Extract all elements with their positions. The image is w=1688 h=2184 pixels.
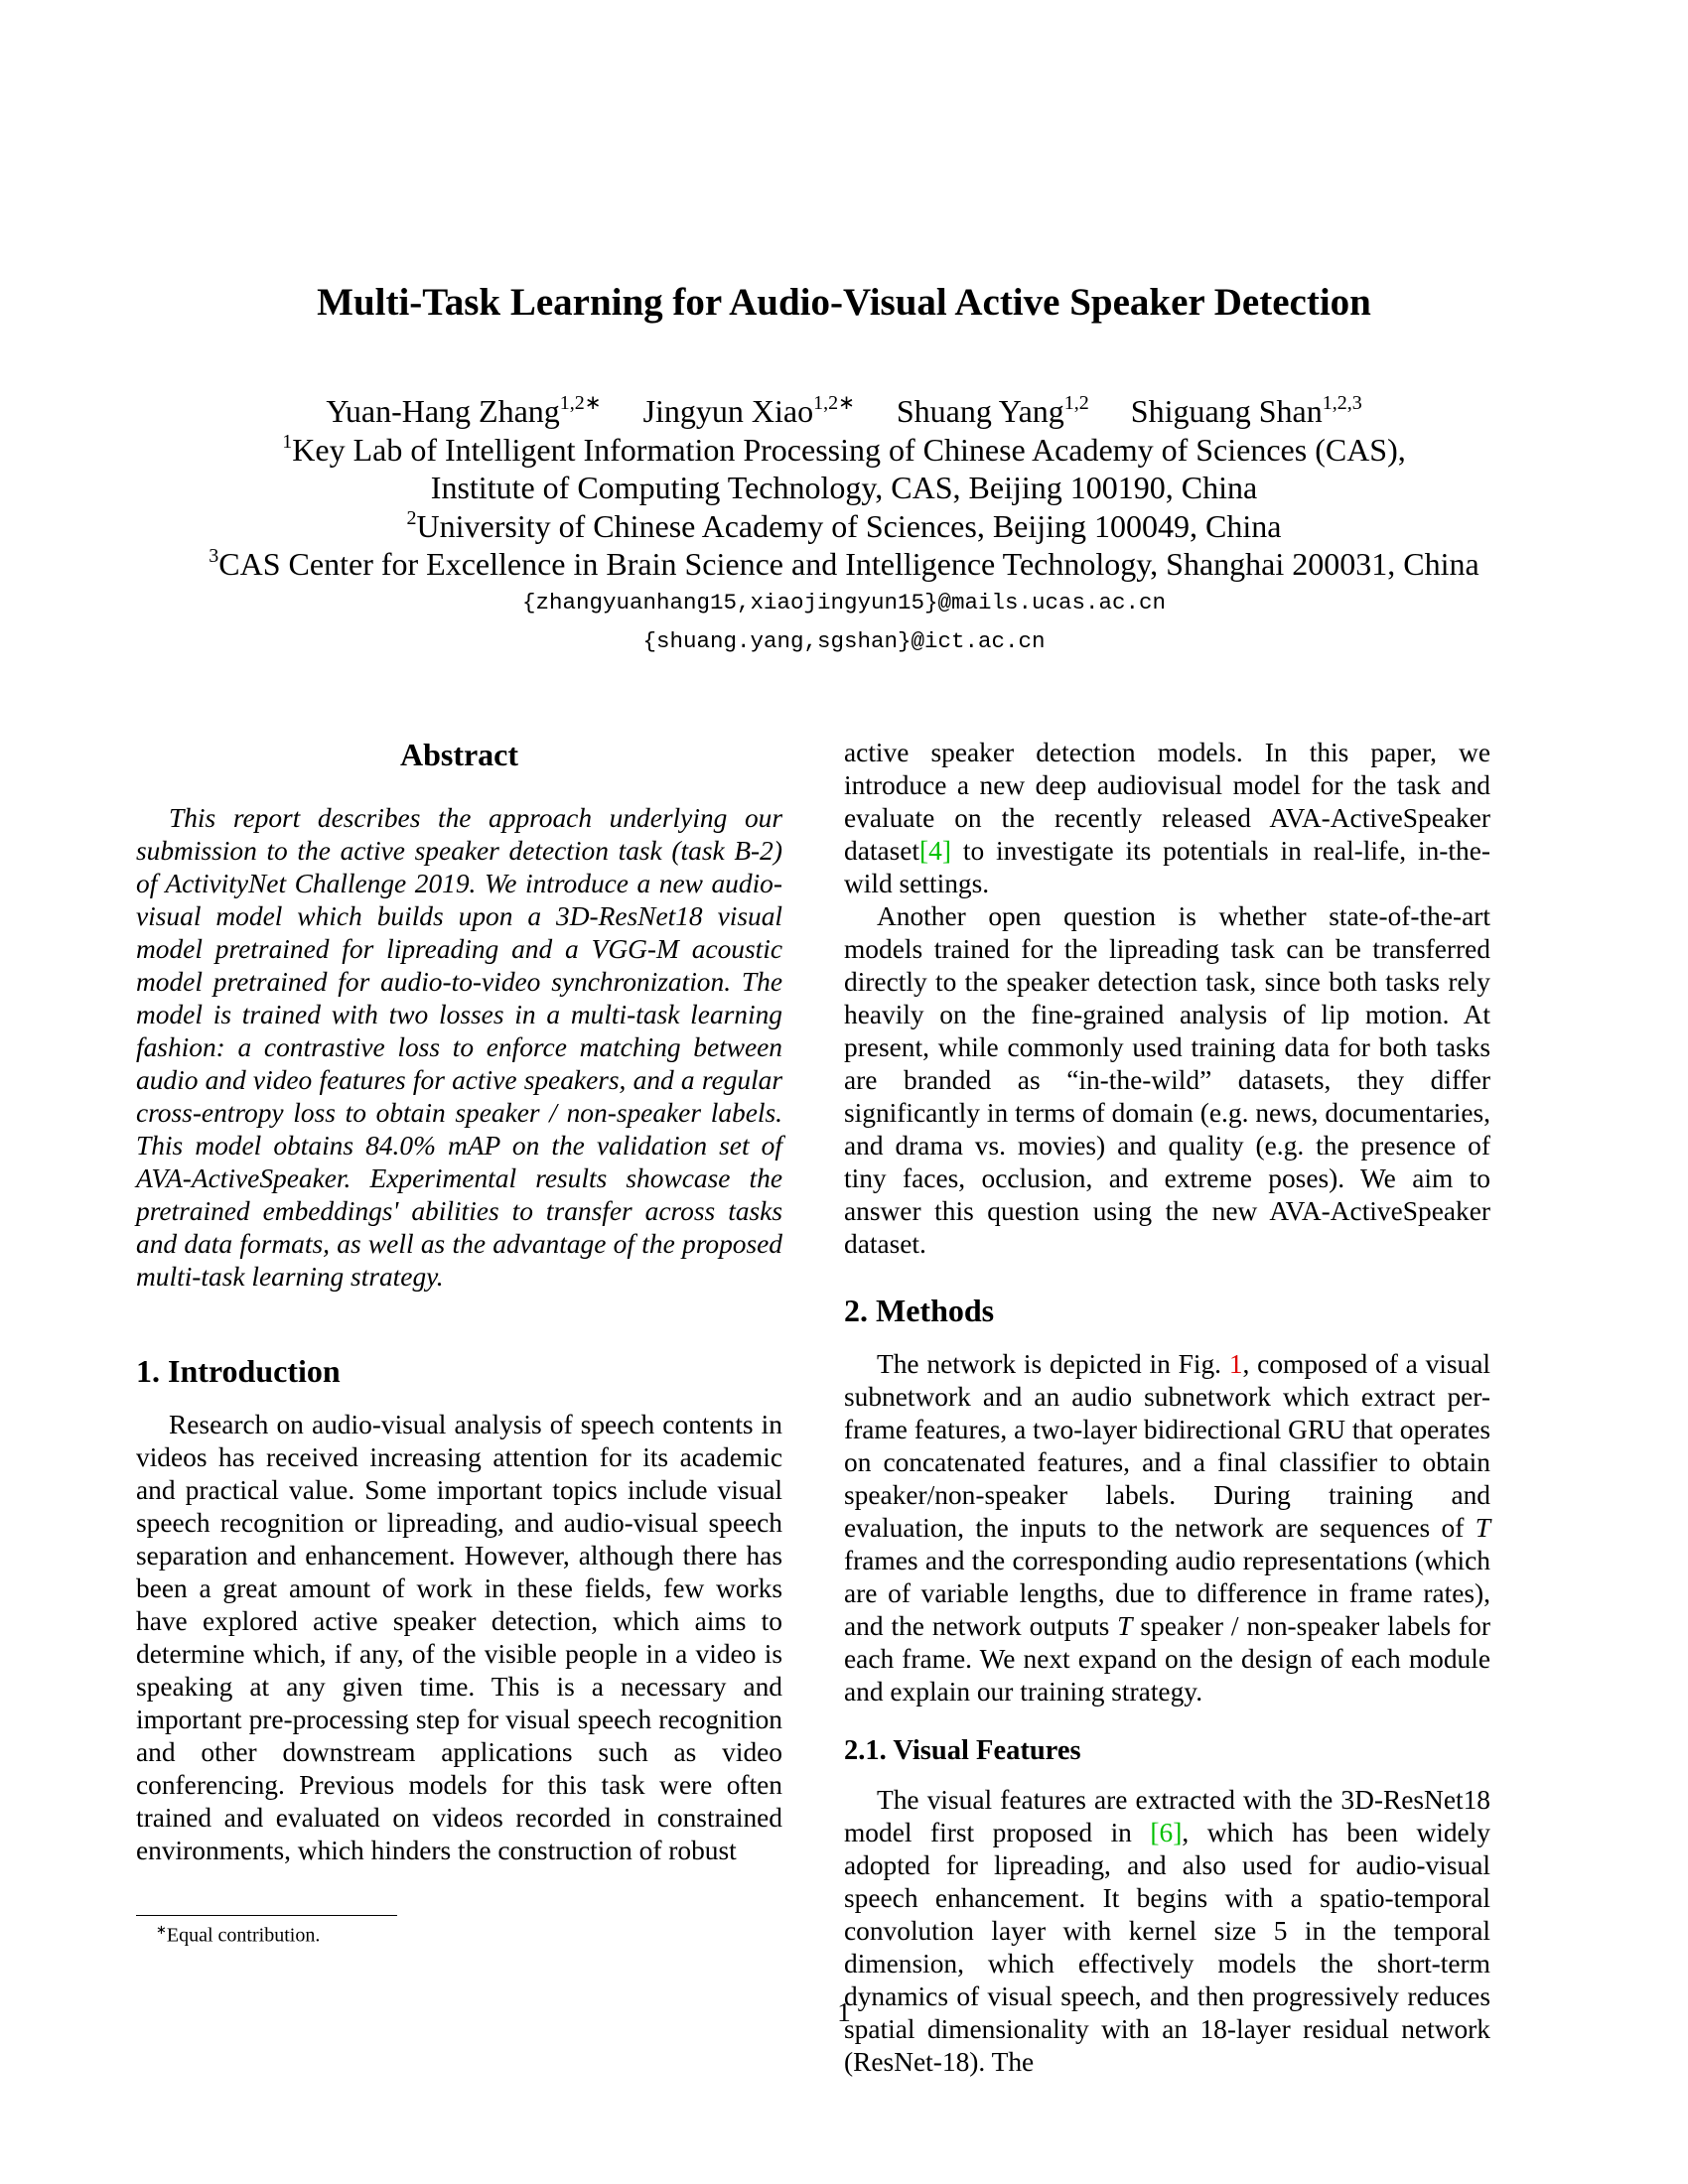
author-name: Yuan-Hang Zhang [326, 393, 560, 429]
email: {zhangyuanhang15,xiaojingyun15}@mails.ucas.ac.cn [521, 589, 1167, 615]
author-sup: 1,2∗ [559, 392, 602, 414]
page-number: 1 [837, 1997, 851, 2027]
paper-title: Multi-Task Learning for Audio-Visual Active Speaker Detection [317, 281, 1371, 324]
abstract-body: This report describes the approach underlying our submission to the active speaker detection task (task B-2) of ActivityNet Challenge 2019. We introduce a new audio-visual model which builds upon a 3D-ResNet18 visual model pretrained for lipreading and a VGG-M acoustic model pretrained for audio-to-video synchronization. The model is trained with two losses in a multi-task learning fashion: a contrastive loss to enforce matching between audio and video features for active speakers, and a regular cross-entropy loss to obtain speaker / non-speaker labels. This model obtains 84.0% mAP on the validation set of AVA-ActiveSpeaker. Experimental results showcase the pretrained embeddings' abilities to transfer across tasks and data formats, as well as the advantage of the proposed multi-task learning strategy. [136, 803, 782, 1292]
intro-body-right [844, 737, 1490, 1261]
intro-continued-text: active speaker detection models. In this paper, we introduce a new deep audiovisual model for the task and evaluate on the recently released AVA-ActiveSpeaker dataset [844, 738, 1490, 866]
affiliation-sup: 3 [209, 545, 219, 567]
intro-paragraph: Research on audio-visual analysis of speech contents in videos has received increasing attention for its academic and practical value. Some important topics include visual speech recognition or lipreading, and audio-visual speech separation and enhancement. However, although there has been a great amount of work in these fields, few works have explored active speaker detection, which aims to determine which, if any, of the visible people in a video is speaking at any given time. This is a necessary and important pre-processing step for visual speech recognition and other downstream applications such as video conferencing. Previous models for this task were often trained and evaluated on videos recorded in constrained environments, which hinders the construction of robust [136, 1410, 782, 1865]
affiliation [0, 507, 1688, 546]
author-sup: 1,2,3 [1322, 392, 1362, 414]
affiliation-sup: 2 [406, 506, 417, 529]
visual-features-body: The visual features are extracted with the 3D-ResNet18 model first proposed in [6], which has been widely adopted for lipreading, and also used for audio-visual speech enhancement. It begins with a spatio-temporal convolution layer with kernel size 5 in the temporal dimension, which effectively models the short-term dynamics of visual speech, and then progressively reduces spatial dimensionality with an 18-layer residual network (ResNet-18). The [844, 1785, 1490, 2077]
author-sup: 1,2∗ [813, 392, 855, 414]
methods-body: The network is depicted in Fig. 1, composed of a visual subnetwork and an audio subnetwork which extract per-frame features, a two-layer bidirectional GRU that operates on concatenated features, and a final classifier to obtain speaker/non-speaker labels. During training and evaluation, the inputs to the network are sequences of T frames and the corresponding audio representations (which are of variable lengths, due to difference in frame rates), and the network outputs T speaker / non-speaker labels for each frame. We next expand on the design of each module and explain our training strategy. [844, 1349, 1491, 1706]
left-column [136, 735, 782, 1867]
affiliation-line2: Institute of Computing Technology, CAS, Beijing 100190, China [430, 470, 1258, 505]
author-list [0, 392, 1688, 431]
author-name: Jingyun Xiao [642, 393, 814, 429]
cite-link[interactable]: [6] [1150, 1818, 1183, 1847]
intro-paragraph-continued: active speaker detection models. In this paper, we introduce a new deep audiovisual model for the task and evaluate on the recently released AVA-ActiveSpeaker dataset[4] to investigate its potentials in real-life, in-the-wild settings. [844, 738, 1490, 898]
affiliation-text: CAS Center for Excellence in Brain Science and Intelligence Technology, Shanghai 200031, China [218, 546, 1479, 582]
abstract-heading: Abstract [399, 737, 519, 772]
right-column [844, 737, 1490, 2079]
figure-link[interactable]: 1 [1228, 1349, 1243, 1379]
footnote: ∗Equal contribution. [156, 1922, 321, 1947]
affiliation-text: Key Lab of Intelligent Information Processing of Chinese Academy of Sciences (CAS), [292, 431, 1406, 468]
intro-heading: 1. Introduction [136, 1353, 341, 1389]
email: {shuang.yang,sgshan}@ict.ac.cn [642, 627, 1046, 654]
affiliation-sup: 1 [282, 430, 293, 453]
intro-body-left [136, 1409, 782, 1867]
author-block [0, 392, 1688, 661]
author-name: Shiguang Shan [1130, 393, 1323, 429]
intro-paragraph-2: Another open question is whether state-of-the-art models trained for the lipreading task can be transferred directly to the speaker detection task, since both tasks rely heavily on the fine-grained analysis of lip motion. At present, while commonly used training data for both tasks are branded as “in-the-wild” datasets, they differ significantly in terms of domain (e.g. news, documentaries, and drama vs. movies) and quality (e.g. the presence of tiny faces, occlusion, and extreme poses). We aim to answer this question using the new AVA-ActiveSpeaker dataset. [844, 901, 1490, 1259]
footnote-rule [136, 1915, 397, 1916]
methods-heading: 2. Methods [844, 1293, 995, 1328]
affiliation [0, 545, 1688, 584]
author-name: Shuang Yang [896, 393, 1064, 429]
author-sup: 1,2 [1063, 392, 1089, 414]
cite-link[interactable]: [4] [919, 836, 951, 866]
visual-features-heading: 2.1. Visual Features [844, 1735, 1081, 1766]
affiliation-text: University of Chinese Academy of Sciences, Beijing 100049, China [416, 507, 1282, 544]
affiliation [0, 431, 1688, 470]
